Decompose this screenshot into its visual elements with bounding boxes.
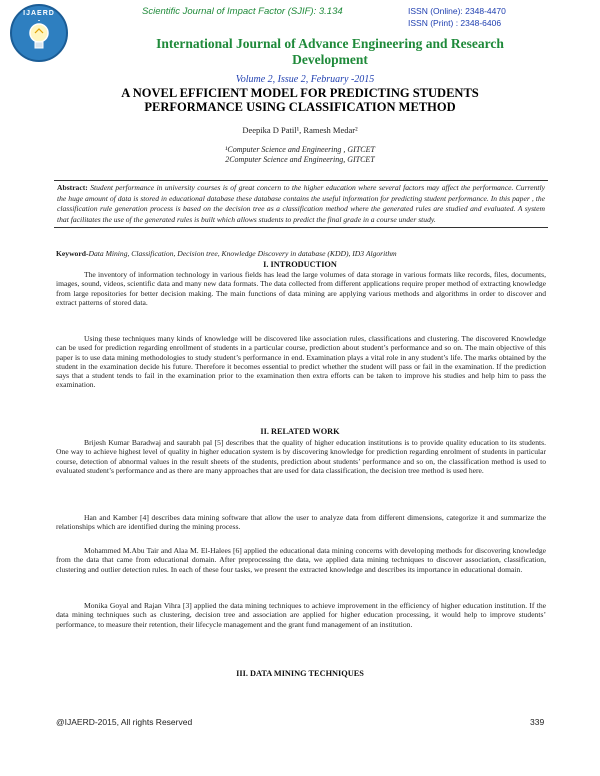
related-paragraph-3: Mohammed M.Abu Tair and Alaa M. El-Halees [6] applied the educational data mining concerns with developing methods for discovering knowledge from the data that came from educational domain. After preprocessing the data, we applied data mining techniques to discover association, classification, clustering and outlier detection rules. In each of these four tasks, we present the extracted knowledge and describes its importance in educational domain. — [56, 546, 546, 574]
issn-print: ISSN (Print) : 2348-6406 — [408, 18, 502, 28]
keywords — [56, 249, 546, 258]
issn-block — [408, 5, 506, 29]
paper-title — [80, 86, 520, 114]
intro-paragraph-2: Using these techniques many kinds of knowledge will be discovered like association rules, classifications and clustering. The discovered Knowledge can be used for prediction regarding enrollment of students in a particular course, prediction about student’s performance and so on. The main objective of this paper is to use data mining methodologies to study student’s performance in end. Examination plays a vital role in any student’s life. The marks obtained by the student in the examination decide his future. Therefore it becomes essential to predict whether the student will pass or fail in the examination. If the prediction says that a student tends to fail in the examination prior to the examination then extra efforts can be taken to improve his studies and help him to pass the examination. — [56, 334, 546, 390]
abstract — [54, 180, 548, 228]
keywords-label: Keyword- — [56, 249, 89, 258]
impact-factor: Scientific Journal of Impact Factor (SJIF): 3.134 — [142, 6, 343, 17]
section-heading-data-mining-techniques: III. DATA MINING TECHNIQUES — [236, 669, 364, 678]
issn-online: ISSN (Online): 2348-4470 — [408, 6, 506, 16]
intro-paragraph-1: The inventory of information technology in various fields has lead the large volumes of data storage in various formats like records, files, documents, images, sound, videos, scientific data and many new data formats. The data collected from different applications require proper method of extracting knowledge from large repositories for better decision making. The main functions of data mining are applying various methods and algorithms in order to discover and extract patterns of stored data. — [56, 270, 546, 307]
abstract-label: Abstract: — [57, 183, 88, 192]
journal-logo — [10, 4, 68, 62]
section-heading-related-work: II. RELATED WORK — [260, 427, 340, 436]
related-paragraph-2: Han and Kamber [4] describes data mining software that allow the user to analyze data from different dimensions, categorize it and summarize the relationships which are identified during the mining process. — [56, 513, 546, 532]
journal-name: International Journal of Advance Engineering and Research Development — [156, 36, 504, 67]
related-paragraph-1: Brijesh Kumar Baradwaj and saurabh pal [5] describes that the quality of higher education institutions is to provide quality education to its students. One way to achieve highest level of quality in higher education system is by discovering knowledge for prediction regarding enrolment of students in particular course, detection of abnormal values in the result sheets of the students, prediction about students’ performance and so on, the classification method is used to evaluated student’s performance and as there are many approaches that are used for data classification, the decision tree method is used here. — [56, 438, 546, 475]
volume-issue: Volume 2, Issue 2, February -2015 — [235, 74, 375, 85]
footer-page-number: 339 — [530, 717, 545, 727]
footer-copyright: @IJAERD-2015, All rights Reserved — [56, 717, 193, 727]
section-heading-introduction: I. INTRODUCTION — [263, 260, 337, 269]
lightbulb-icon — [25, 20, 53, 54]
keywords-text: Data Mining, Classification, Decision tree, Knowledge Discovery in database (KDD), ID3 Algorithm — [88, 249, 397, 258]
affiliation-2: 2Computer Science and Engineering, GITCET — [225, 155, 375, 164]
affiliation-1: ¹Computer Science and Engineering , GITCET — [225, 145, 375, 154]
affiliations — [150, 145, 450, 165]
paper-title-line2: PERFORMANCE USING CLASSIFICATION METHOD — [144, 100, 456, 114]
paper-title-line1: A NOVEL EFFICIENT MODEL FOR PREDICTING STUDENTS — [121, 86, 479, 100]
abstract-text: Student performance in university courses is of great concern to the higher education where several factors may affect the performance. Currently the huge amount of data is stored in educational database these database contains the useful information for predicting student performance. In this paper , the classification rule generation process is based on the decision tree as a classification method where the generated rules are studied and evaluated. A system that facilitates the use of the generated rules is built which allows students to predict the final grade in a course under study. — [57, 183, 545, 224]
authors: Deepika D Patil¹, Ramesh Medar² — [242, 125, 358, 135]
logo-text: IJAERD — [23, 10, 55, 17]
related-paragraph-4: Monika Goyal and Rajan Vihra [3] applied the data mining techniques to achieve improvement in the efficiency of higher education institution. If the data mining techniques such as clustering, decision tree and association are applied for higher education processing, it would help to improve students’ performance, to measure their retention, their lifecycle management and the grant fund management of an institution. — [56, 601, 546, 629]
